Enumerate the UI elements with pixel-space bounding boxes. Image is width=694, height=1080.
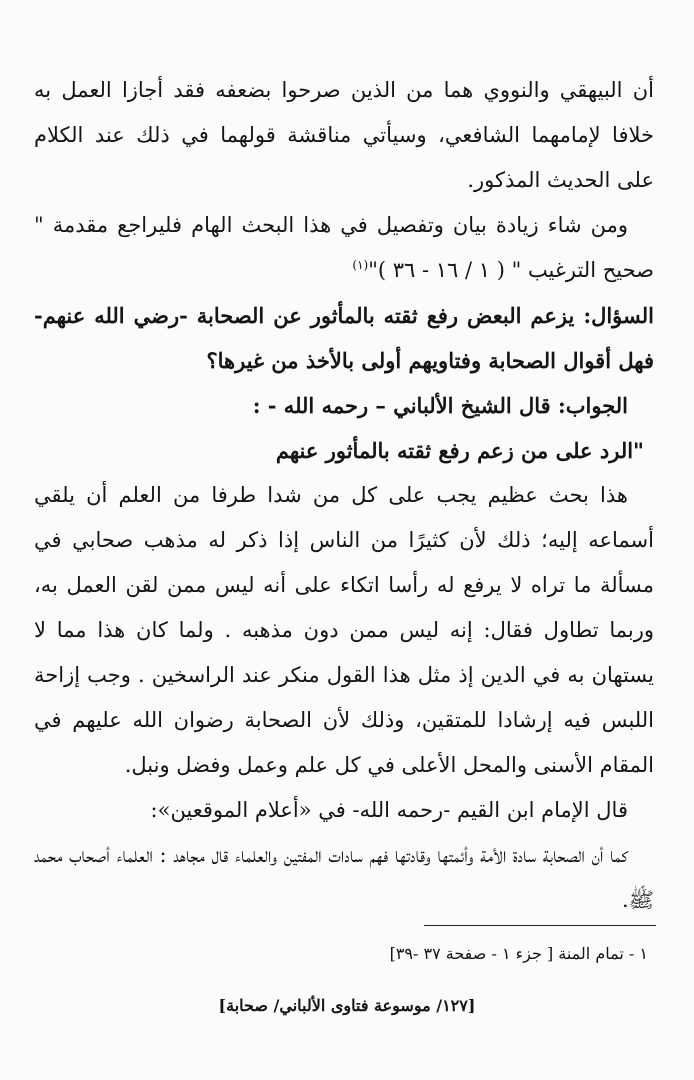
question-label: السؤال: — [583, 303, 654, 328]
question-text: يزعم البعض رفع ثقته بالمأثور عن الصحابة -رضي الله عنهم- فهل أقوال الصحابة وفتاويهم أولى بالأخذ من غيرها؟ — [34, 303, 654, 373]
footnote-divider — [424, 925, 656, 926]
footnote: ١ - تمام المنة [ جزء ١ - صفحة ٣٧ -٣٩] — [389, 944, 648, 963]
quote-heading: "الرد على من زعم رفع ثقته بالمأثور عنهم — [275, 438, 644, 463]
answer-text: قال الشيخ الألباني – رحمه الله - : — [252, 393, 558, 418]
paragraph-4: قال الإمام ابن القيم -رحمه الله- في «أعلام الموقعين»: — [150, 798, 628, 822]
paragraph-3: هذا بحث عظيم يجب على كل من شدا طرفا من العلم أن يلقي أسماعه إليه؛ ذلك لأن كثيرًا من الناس إذا ذكر له مذهب صحابي في مسألة ما تراه لا يرفع له رأسا اتكاء على أنه ليس ممن لقن العمل به، وربما تطاول فقال: إنه ليس ممن دون مذهبه . ولما كان هذا مما لا يستهان به في الدين إذ مثل هذا القول منكر عند الراسخين . وجب إزاحة اللبس فيه إرشادا للمتقين، وذلك لأن الصحابة رضوان الله عليهم في المقام الأسنى والمحل الأعلى في كل علم وعمل وفضل ونبل. — [34, 483, 654, 777]
paragraph-2-text: ومن شاء زيادة بيان وتفصيل في هذا البحث الهام فليراجع مقدمة " صحيح الترغيب " ( ١ / ١٦ - ٣٦ )" — [34, 213, 654, 282]
footnote-ref: (١) — [352, 258, 369, 272]
question-paragraph — [34, 293, 654, 383]
paragraph-2 — [34, 203, 654, 293]
answer-label: الجواب: — [558, 393, 628, 418]
paragraph-1: أن البيهقي والنووي هما من الذين صرحوا بضعفه فقد أجازا العمل به خلافا لإمامهما الشافعي، وسيأتي مناقشة قولهما في ذلك عند الكلام على الحديث المذكور. — [34, 78, 655, 192]
paragraph-5: كما أن الصحابة سادة الأمة وأئمتها وقادتها فهم سادات المفتين والعلماء قال مجاهد : العلماء أصحاب محمد ﷺ. — [34, 843, 654, 912]
answer-paragraph — [34, 383, 654, 428]
main-text — [34, 68, 654, 923]
page-footer: [١٢٧/ موسوعة فتاوى الألباني/ صحابة] — [218, 996, 476, 1015]
